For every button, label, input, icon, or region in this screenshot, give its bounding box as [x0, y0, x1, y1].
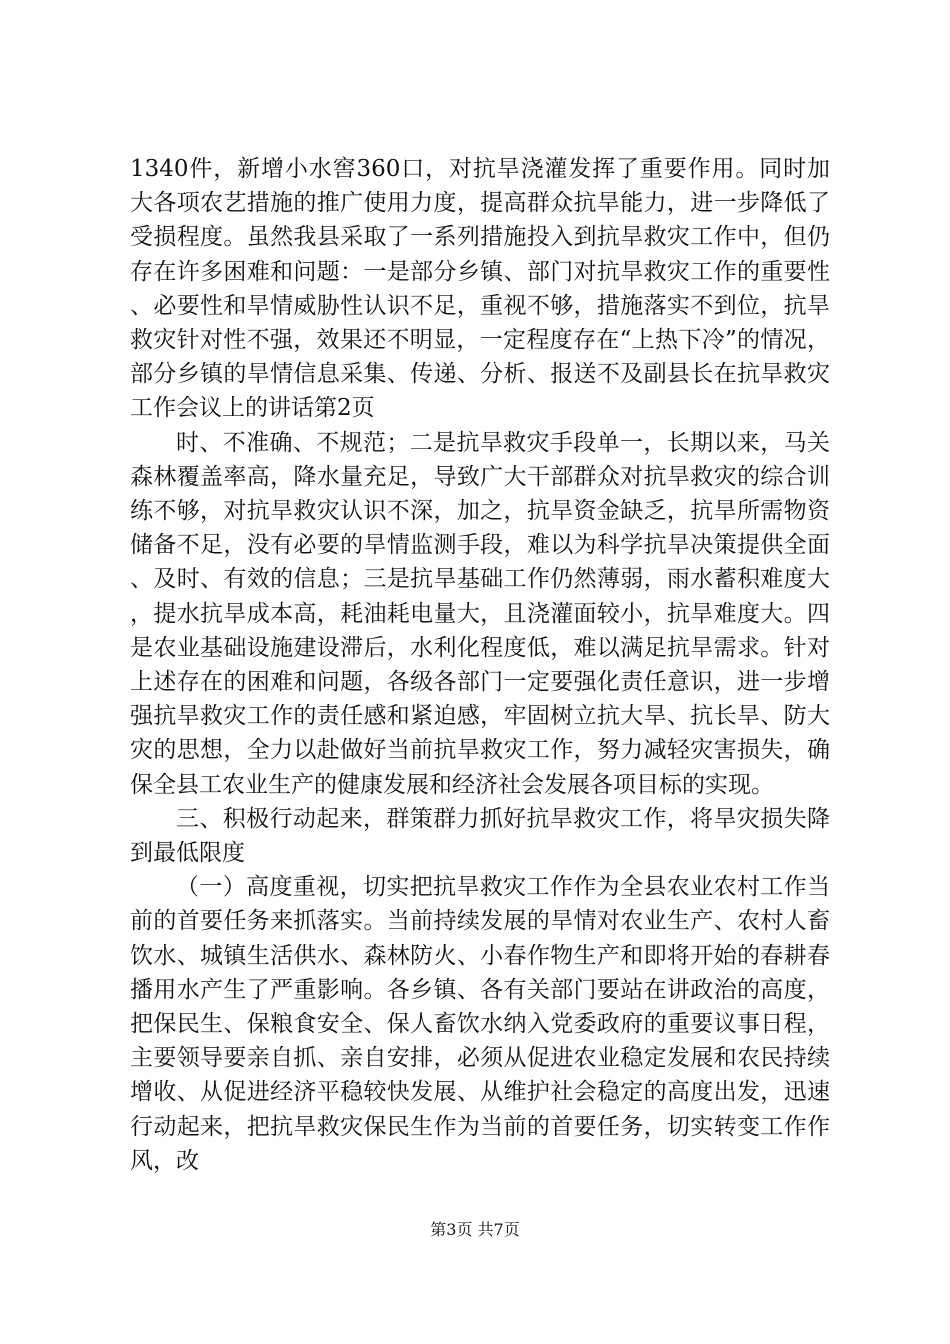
page-number-footer: 第3页 共7页 — [430, 1220, 520, 1239]
paragraph-2: 时、不准确、不规范；二是抗旱救灾手段单一，长期以来，马关森林覆盖率高，降水量充足，导致广大干部群众对抗旱救灾的综合训练不够，对抗旱救灾认识不深，加之，抗旱资金缺乏，抗旱所需物资储备不足，没有必要的旱情监测手段，难以为科学抗旱决策提供全面、及时、有效的信息；三是抗旱基础工作仍然薄弱，雨水蓄积难度大，提水抗旱成本高，耗油耗电量大，且浇灌面较小，抗旱难度大。四是农业基础设施建设滞后，水利化程度低，难以满足抗旱需求。针对上述存在的困难和问题，各级各部门一定要强化责任意识，进一步增强抗旱救灾工作的责任感和紧迫感，牢固树立抗大旱、抗长旱、防大灾的思想，全力以赴做好当前抗旱救灾工作，努力减轻灾害损失，确保全县工农业生产的健康发展和经济社会发展各项目标的实现。 — [130, 429, 830, 798]
paragraph-1: 1340件，新增小水窖360口，对抗旱浇灌发挥了重要作用。同时加大各项农艺措施的推广使用力度，提高群众抗旱能力，进一步降低了受损程度。虽然我县采取了一系列措施投入到抗旱救灾工作中，但仍存在许多困难和问题：一是部分乡镇、部门对抗旱救灾工作的重要性、必要性和旱情威胁性认识不足，重视不够，措施落实不到位，抗旱救灾针对性不强，效果还不明显，一定程度存在“上热下冷”的情况，部分乡镇的旱情信息采集、传递、分析、报送不及副县长在抗旱救灾工作会议上的讲话第2页 — [130, 156, 830, 422]
document-body — [130, 152, 830, 1178]
paragraph-subsection-1: （一）高度重视，切实把抗旱救灾工作作为全县农业农村工作当前的首要任务来抓落实。当前持续发展的旱情对农业生产、农村人畜饮水、城镇生活供水、森林防火、小春作物生产和即将开始的春耕春播用水产生了严重影响。各乡镇、各有关部门要站在讲政治的高度，把保民生、保粮食安全、保人畜饮水纳入党委政府的重要议事日程，主要领导要亲自抓、亲自安排，必须从促进农业稳定发展和农民持续增收、从促进经济平稳较快发展、从维护社会稳定的高度出发，迅速行动起来，把抗旱救灾保民生作为当前的首要任务，切实转变工作作风，改 — [130, 874, 830, 1174]
section-heading-3: 三、积极行动起来，群策群力抓好抗旱救灾工作，将旱灾损失降到最低限度 — [130, 805, 830, 867]
